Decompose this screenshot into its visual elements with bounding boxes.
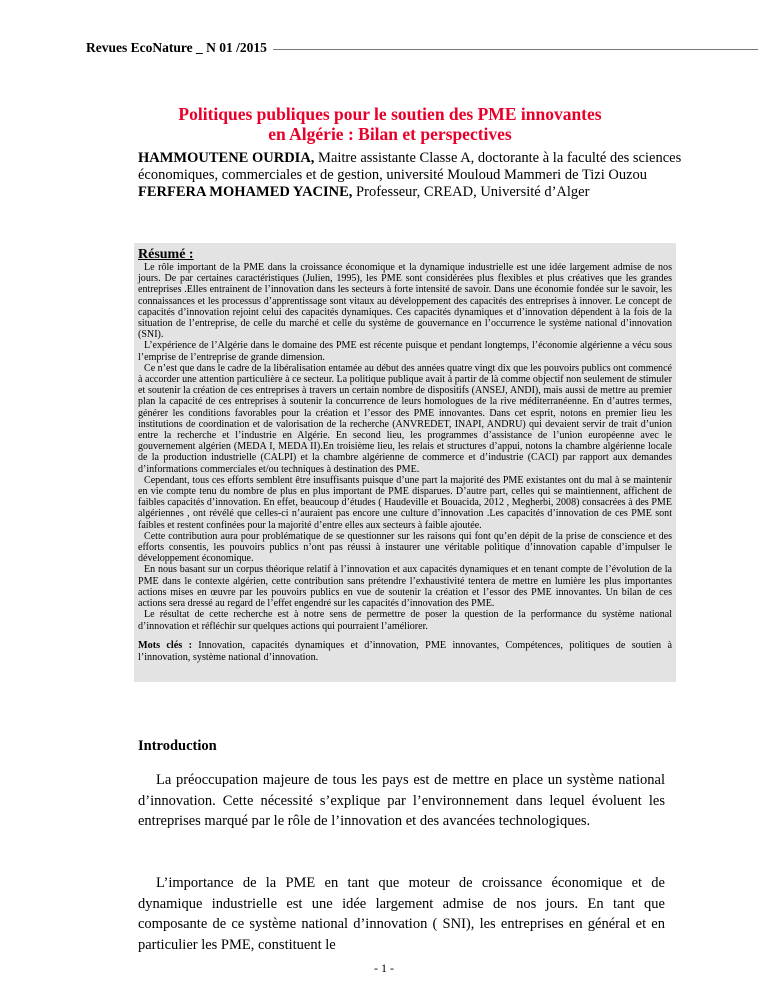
abstract-paragraph: L’expérience de l’Algérie dans le domaine des PME est récente puisque et pendant longtemps, l’économie algérienne a vécu sous l’emprise de l’entreprise de grande dimension. bbox=[138, 340, 672, 363]
abstract-box bbox=[134, 243, 676, 682]
introduction-paragraph-2-text: L’importance de la PME en tant que moteur de croissance économique et de dynamique industrielle est une idée largement admise de nos jours. En tant que composante de ce système national d’innovation ( SNI), les entreprises en général et en particulier les PME, constituent le bbox=[138, 875, 665, 953]
header-rule bbox=[273, 49, 758, 50]
abstract-body bbox=[138, 262, 672, 632]
journal-header-text: Revues EcoNature _ N 01 /2015 bbox=[86, 40, 267, 55]
article-title-line-2: en Algérie : Bilan et perspectives bbox=[268, 124, 512, 144]
abstract-heading: Résumé : bbox=[138, 247, 194, 262]
author-2 bbox=[138, 184, 698, 201]
introduction-heading: Introduction bbox=[138, 738, 217, 754]
introduction-paragraph-1 bbox=[138, 770, 665, 832]
introduction-paragraph-1-text: La préoccupation majeure de tous les pays est de mettre en place un système national d’innovation. Cette nécessité s’explique par l’environnement dans lequel évoluent les entreprises marqué par le rôle de l’innovation et des avancées technologiques. bbox=[138, 772, 665, 829]
abstract-paragraph: Ce n’est que dans le cadre de la libéralisation entamée au début des années quatre vingt dix que les pouvoirs publics ont commencé à accorder une attention particulière à ce secteur. La politique publique avait à partir de là comme objectif non seulement de stimuler et soutenir la création de ces entreprises à travers un certain nombre de dispositifs (ANSEJ, ANDI), mais aussi de mettre au premier plan la capacité de ces entreprises à soutenir la concurrence de leurs homologues de la rive méditerranéenne. En d’autres termes, générer les conditions favorables pour la création et l’essor des PME innovantes. Dans cet esprit, notons en premier lieu les institutions de coordination et de valorisation de la recherche (ANVREDET, INAPI, ANDRU) qui devaient servir de trait d’union entre la recherche et l’industrie en Algérie. En second lieu, les programmes d’assistance de l’union européenne avec le gouvernement algérien (MEDA I, MEDA II).En troisième lieu, les relais et structures d’appui, notons la chambre algérienne locale de la production industrielle (CALPI) et la chambre algérienne de commerce et d’industrie (CACI) par rapport aux demandes d’informations commerciales et/ou techniques à destination des PME. bbox=[138, 362, 672, 475]
abstract-paragraph: En nous basant sur un corpus théorique relatif à l’innovation et aux capacités dynamiques et en tenant compte de l’évolution de la PME dans le contexte algérien, cette contribution sans prétendre l’exhaustivité tentera de mettre en lumière les plus importantes actions mises en œuvre par les pouvoirs publics en vue de soutenir la création et l’essor des PME innovantes. Un bilan de ces actions sera dressé au regard de l’effet engendré sur les capacités d’innovation des PME. bbox=[138, 564, 672, 610]
author-1-name: HAMMOUTENE OURDIA, bbox=[138, 150, 315, 166]
introduction-paragraph-2 bbox=[138, 873, 665, 955]
page-number: - 1 - bbox=[374, 961, 394, 975]
journal-header bbox=[86, 38, 758, 58]
author-2-name: FERFERA MOHAMED YACINE, bbox=[138, 184, 353, 200]
abstract-paragraph: Cette contribution aura pour problématique de se questionner sur les raisons qui font qu’en dépit de la prise de conscience et des efforts consentis, les pouvoirs publics n’ont pas réussi à instaurer une véritable politique d’innovation capable d’impulser le développement économique. bbox=[138, 530, 672, 565]
article-title bbox=[100, 104, 680, 144]
abstract-paragraph: Le rôle important de la PME dans la croissance économique et la dynamique industrielle est une idée largement admise de nos jours. De par certaines caractéristiques (Julien, 1995), les PME sont considérées plus flexibles et plus créatives que les grandes entreprises .Elles entrainent de l’innovation dans les secteurs à forte intensité de savoir. Dans une économie fondée sur le savoir, les connaissances et les processus d’apprentissage sont vitaux au développement des capacités des entreprises à innover. Le concept de capacités d’innovation rejoint celui des capacités dynamiques. Ces capacités dynamiques et d’innovation dépendent à la fois de la situation de l’entreprise, de celle du marché et celle du système de gouvernance en l’occurrence le système national d’innovation (SNI). bbox=[138, 262, 672, 341]
abstract-paragraph: Le résultat de cette recherche est à notre sens de permettre de poser la question de la performance du système national d’innovation et réfléchir sur quelques actions qui pourraient l’améliorer. bbox=[138, 609, 672, 632]
article-title-line-1: Politiques publiques pour le soutien des PME innovantes bbox=[178, 104, 602, 124]
abstract-paragraph: Cependant, tous ces efforts semblent être insuffisants puisque d’une part la majorité des PME existantes ont du mal à se maintenir en vie compte tenu du nombre de plus en plus important de PME disparues. D’autre part, celles qui se maintiennent, affichent de faibles capacités d’innovation. En effet, beaucoup d’études ( Haudeville et Bouacida, 2012 , Megherbi, 2008) consacrées à des PME algériennes , ont révélé que celles-ci n’auraient pas encore une culture d’innovation .Les capacités d’innovation de ces PME sont faibles et restent confinées pour la majorité d’entre elles aux secteurs à faible ajoutée. bbox=[138, 474, 672, 531]
keywords-text: Innovation, capacités dynamiques et d’innovation, PME innovantes, Compétences, politiques de soutien à l’innovation, système national d’innovation. bbox=[138, 639, 672, 663]
keywords-label: Mots clés : bbox=[138, 639, 192, 651]
author-1-affiliation: Maitre assistante Classe A, doctorante à la faculté des sciences économiques, commerciales et de gestion, université Mouloud Mammeri de Tizi Ouzou bbox=[138, 150, 682, 183]
keywords bbox=[138, 640, 672, 664]
author-block bbox=[138, 150, 698, 201]
author-1 bbox=[138, 150, 698, 184]
author-2-affiliation: Professeur, CREAD, Université d’Alger bbox=[352, 184, 590, 200]
